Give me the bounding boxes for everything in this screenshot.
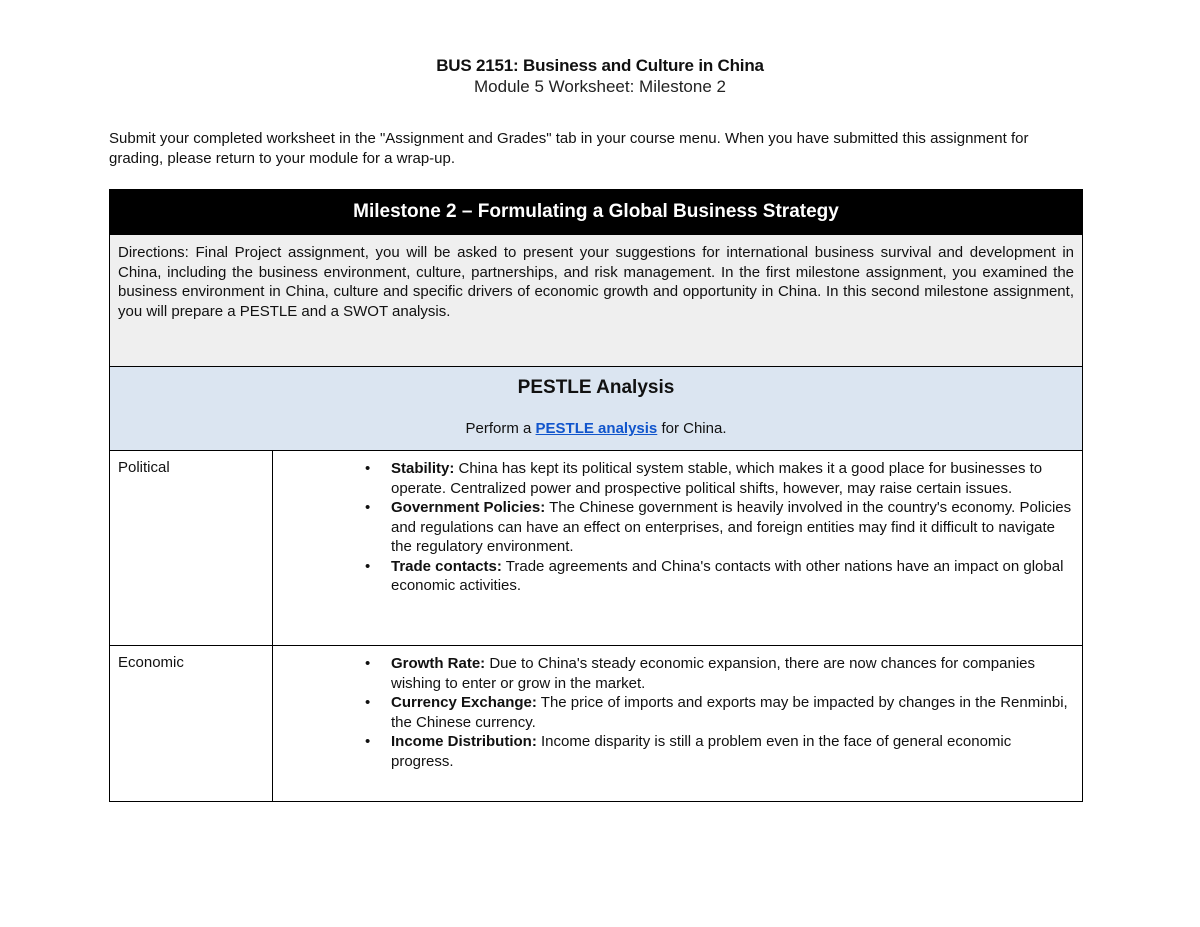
row-label-political: Political (110, 451, 273, 645)
table-row-economic (110, 645, 1082, 801)
item-text: Income disparity is still a problem even in the face of general economic progress. (391, 733, 1012, 770)
item-text: The price of imports and exports may be impacted by changes in the Renminbi, the Chinese currency. (391, 694, 1068, 731)
list-item (365, 459, 1072, 498)
item-term: Government Policies: (391, 499, 546, 516)
item-term: Stability: (391, 460, 455, 477)
item-text: China has kept its political system stable, which makes it a good place for businesses to operate. Centralized power and prospective political shifts, however, may raise certain issues. (391, 460, 1043, 497)
bullet-icon: • (365, 733, 371, 750)
item-term: Growth Rate: (391, 655, 486, 672)
bullet-icon: • (365, 460, 371, 477)
course-title: BUS 2151: Business and Culture in China (436, 56, 764, 75)
worksheet-subtitle: Module 5 Worksheet: Milestone 2 (474, 77, 726, 96)
item-term: Currency Exchange: (391, 694, 537, 711)
list-item (365, 654, 1072, 693)
document-header (0, 56, 1200, 98)
pestle-prompt-before: Perform a (465, 420, 536, 437)
row-label-economic: Economic (110, 646, 273, 801)
pestle-analysis-link[interactable]: PESTLE analysis (535, 420, 658, 437)
submission-instructions: Submit your completed worksheet in the "Assignment and Grades" tab in your course menu. When you have submitted this assignment for grading, please return to your module for a wrap-up. (109, 130, 1029, 167)
list-item (365, 732, 1072, 771)
list-item (365, 693, 1072, 732)
list-item (365, 498, 1072, 557)
row-content-economic (273, 646, 1082, 801)
item-text: The Chinese government is heavily involved in the country's economy. Policies and regulations can have an effect on enterprises, and foreign entities may find it difficult to navigate the regulatory environment. (391, 499, 1072, 555)
row-content-political (273, 451, 1082, 645)
worksheet-table (109, 189, 1083, 802)
bullet-icon: • (365, 499, 371, 516)
bullet-icon: • (365, 557, 371, 575)
item-text: Trade agreements and China's contacts with other nations have an impact on global economic activities. (391, 557, 1064, 594)
milestone-heading: Milestone 2 – Formulating a Global Business Strategy (110, 190, 1082, 234)
list-item (365, 557, 1072, 596)
item-term: Income Distribution: (391, 733, 537, 750)
pestle-title: PESTLE Analysis (517, 377, 675, 398)
item-text: Due to China's steady economic expansion, there are now chances for companies wishing to enter or grow in the market. (391, 655, 1036, 692)
item-term: Trade contacts: (391, 557, 502, 575)
pestle-prompt-after: for China. (657, 420, 727, 437)
directions-text: Directions: Final Project assignment, you will be asked to present your suggestions for international business survival and development in China, including the business environment, culture, partnerships, and risk management. In the first milestone assignment, you examined the business environment in China, culture and specific drivers of economic growth and opportunity in China. In this second milestone assignment, you will prepare a PESTLE and a SWOT analysis. (110, 234, 1082, 366)
bullet-icon: • (365, 694, 371, 711)
pestle-prompt (110, 419, 1082, 439)
bullet-icon: • (365, 655, 371, 672)
pestle-header (110, 366, 1082, 450)
table-row-political (110, 450, 1082, 645)
